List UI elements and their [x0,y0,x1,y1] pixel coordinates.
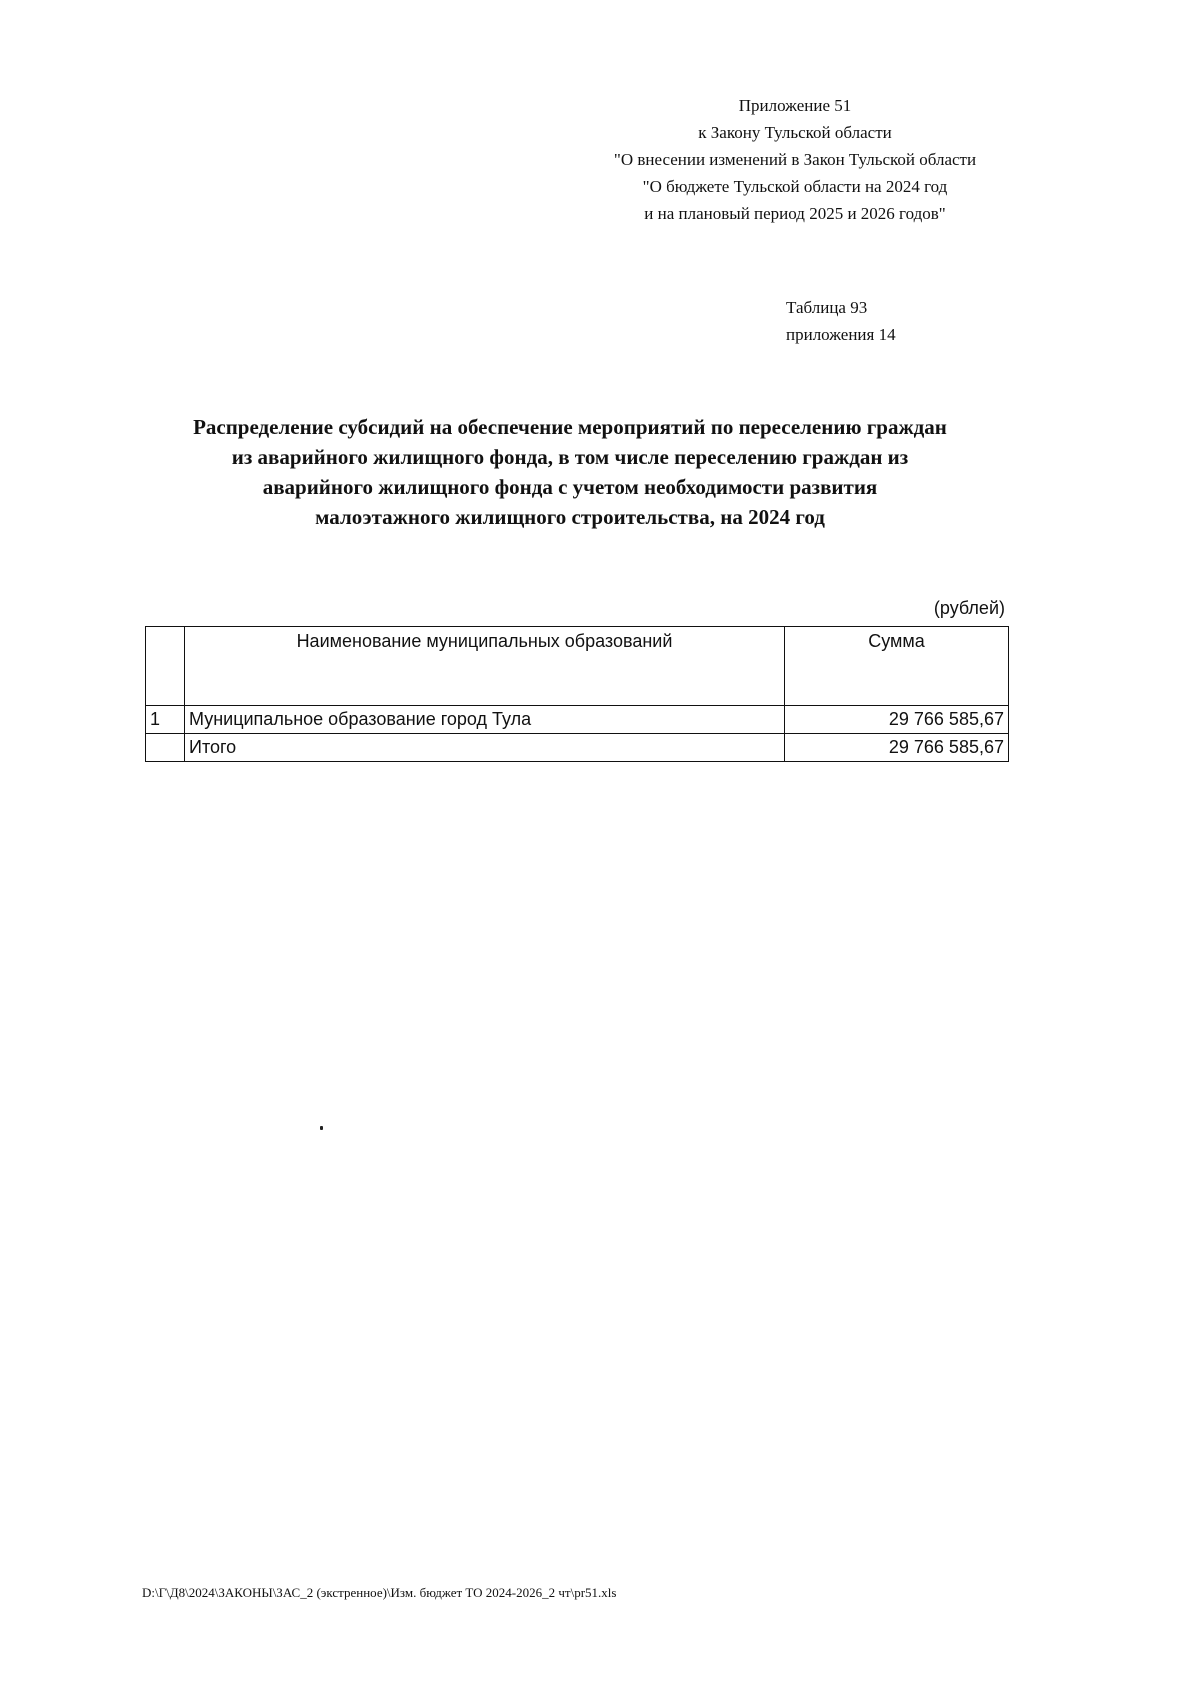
title-line: аварийного жилищного фонда с учетом необходимости развития [262,475,878,499]
row-num: 1 [146,706,185,734]
title-line: из аварийного жилищного фонда, в том числе переселению граждан из [231,445,909,469]
header-sum: Сумма [785,627,1009,706]
units-label: (рублей) [933,598,1005,618]
appendix-header [595,92,995,227]
table-reference [786,294,896,348]
title-line: Распределение субсидий на обеспечение мероприятий по переселению граждан [193,415,947,439]
row-name: Муниципальное образование город Тула [185,706,785,734]
table-total-row [146,734,1009,762]
appendix-line: к Закону Тульской области [698,123,892,142]
appendix-line: и на плановый период 2025 и 2026 годов" [644,204,946,223]
table-header-row [146,627,1009,706]
appendix-line: "О бюджете Тульской области на 2024 год [642,177,948,196]
row-name: Итого [185,734,785,762]
title-line: малоэтажного жилищного строительства, на 2024 год [315,505,825,529]
file-path-footer: D:\Г\Д8\2024\ЗАКОНЫ\ЗАС_2 (экстренное)\Изм. бюджет ТО 2024-2026_2 чт\pr51.xls [142,1585,617,1600]
appendix-line: "О внесении изменений в Закон Тульской области [613,150,977,169]
row-num [146,734,185,762]
row-sum: 29 766 585,67 [785,734,1009,762]
subsidy-table [145,626,1009,762]
appendix-line: Приложение 51 [738,96,852,115]
header-num [146,627,185,706]
table-row [146,706,1009,734]
table-ref-line: приложения 14 [786,325,896,344]
table-ref-line: Таблица 93 [786,298,868,317]
document-title [130,412,1010,532]
row-sum: 29 766 585,67 [785,706,1009,734]
scan-speck [320,1126,323,1130]
header-name: Наименование муниципальных образований [185,627,785,706]
